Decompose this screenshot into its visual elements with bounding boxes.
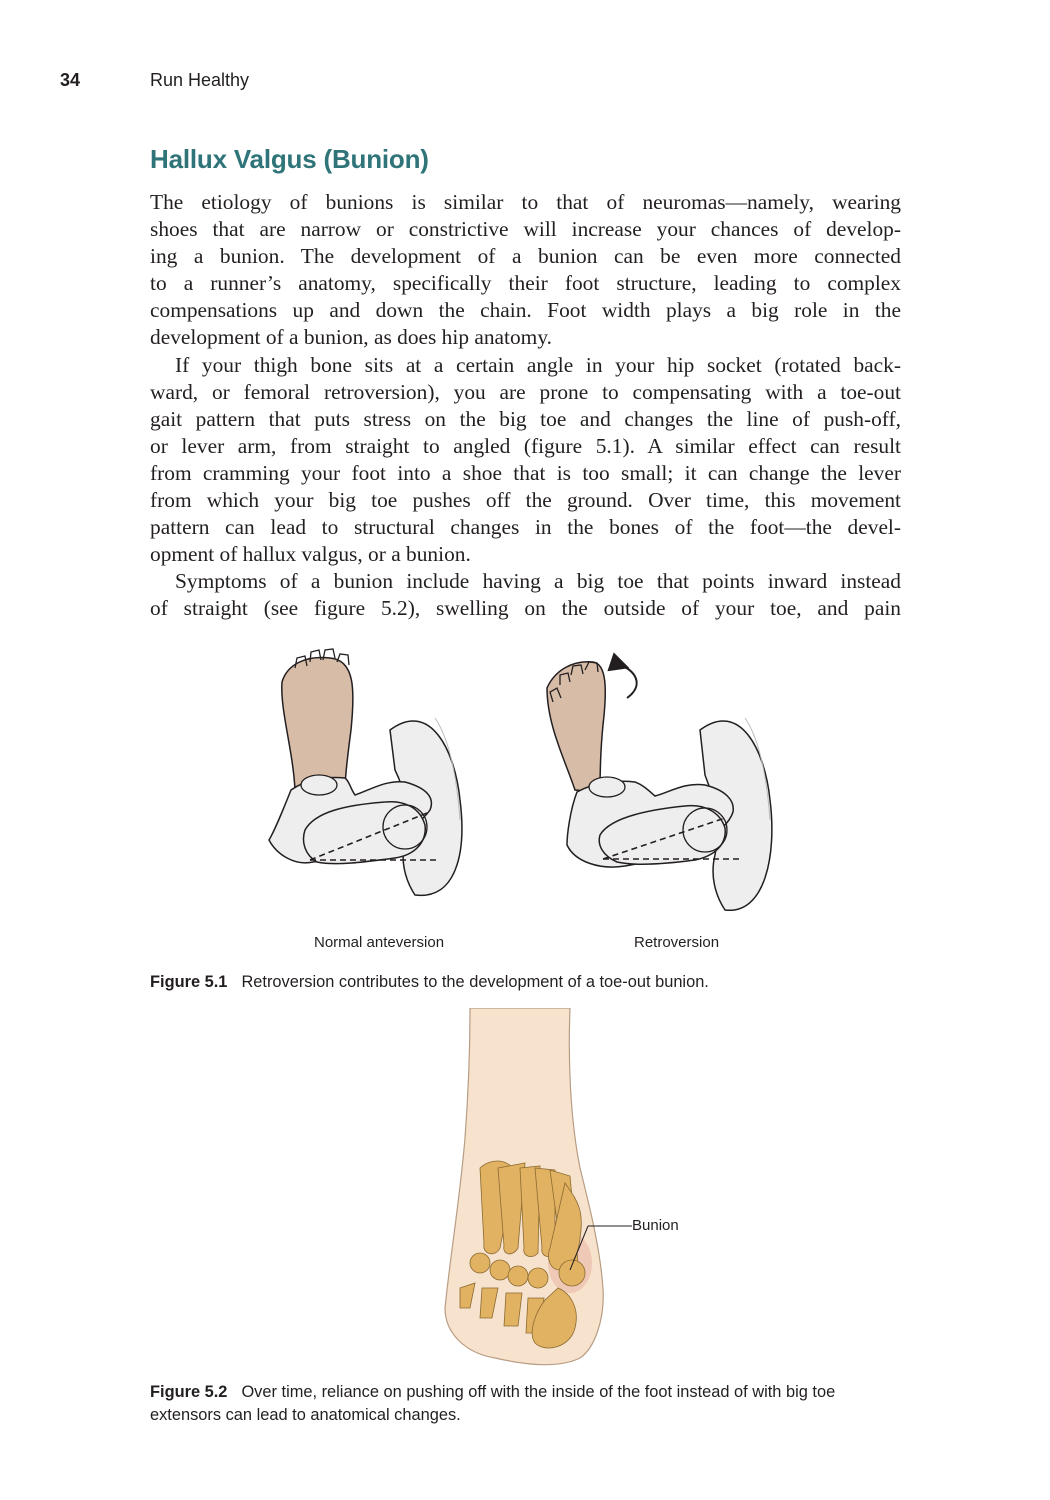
paragraph-1-line: shoes that are narrow or constrictive will increase your chances of develop- [150,217,901,242]
paragraph-2-line: If your thigh bone sits at a certain angle in your hip socket (rotated back- [175,352,901,377]
normal-anteversion-label: Normal anteversion [314,934,445,951]
paragraph-2-line: opment of hallux valgus, or a bunion. [150,542,471,567]
paragraph-2-line: ward, or femoral retroversion), you are prone to compensating with a toe-out [150,379,901,404]
paragraph-1-line: ing a bunion. The development of a bunion can be even more connected [150,244,901,269]
figure-5-1-caption-text: Retroversion contributes to the development of a toe-out bunion. [241,973,709,991]
paragraph-2-line: gait pattern that puts stress on the big toe and changes the line of push-off, [150,406,901,431]
paragraph-2-line: or lever arm, from straight to angled (figure 5.1). A similar effect can result [150,433,901,458]
book-title: Run Healthy [150,70,250,90]
paragraph-1-line: The etiology of bunions is similar to that of neuromas—namely, wearing [150,190,901,214]
paragraph-2-line: from cramming your foot into a shoe that is too small; it can change the lever [150,460,901,485]
figure-5-1-number: Figure 5.1 [150,973,228,991]
figure-5-1-caption [150,971,709,994]
retroversion-hip-drawing [547,662,772,911]
section-heading: Hallux Valgus (Bunion) [150,144,429,174]
paragraph-3-line: Symptoms of a bunion include having a big toe that points inward instead [175,569,901,594]
figure-5-2-caption [150,1381,910,1426]
retroversion-label: Retroversion [634,934,720,951]
figure-5-2-number: Figure 5.2 [150,1383,228,1401]
page-number: 34 [60,70,81,90]
bunion-callout-label: Bunion [632,1217,679,1234]
figure-5-2-illustration [420,1008,700,1378]
running-head [0,66,1050,96]
figure-5-1-illustration [255,630,800,960]
figure-5-2-caption-text: Over time, reliance on pushing off with the inside of the foot instead of with big toe extensors can lead to anatomical changes. [150,1383,836,1424]
paragraph-1-line: compensations up and down the chain. Foot width plays a big role in the [150,298,901,323]
paragraph-1-line: to a runner’s anatomy, specifically their foot structure, leading to complex [150,271,901,296]
paragraph-3-line: of straight (see figure 5.2), swelling on the outside of your toe, and pain [150,596,901,621]
body-text [150,189,901,623]
paragraph-2-line: pattern can lead to structural changes in the bones of the foot—the devel- [150,515,901,540]
paragraph-2-line: from which your big toe pushes off the ground. Over time, this movement [150,488,901,513]
normal-anteversion-hip-drawing [269,649,462,895]
paragraph-1-line: development of a bunion, as does hip anatomy. [150,325,552,350]
